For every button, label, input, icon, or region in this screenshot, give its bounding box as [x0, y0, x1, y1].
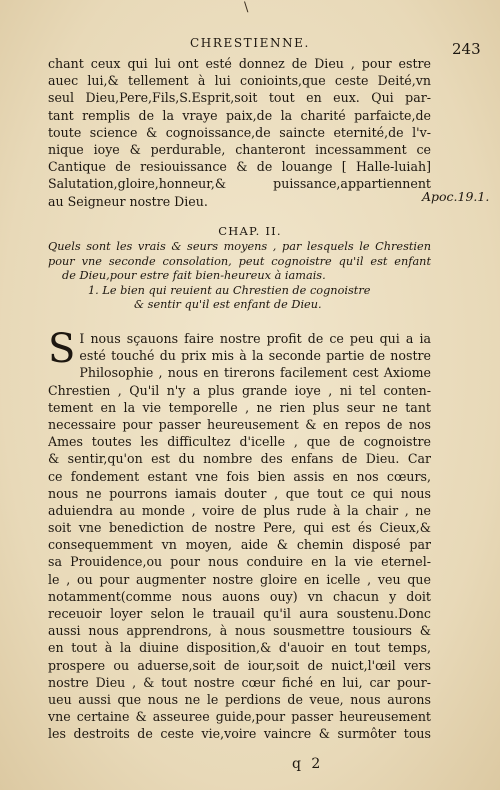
section-heading-line: 1. Le bien qui reuient au Chrestien de cognoistre [88, 283, 371, 297]
summary-line: de Dieu,pour estre fait bien-heureux à iamais. [62, 269, 326, 283]
summary-line: Quels sont les vrais & seurs moyens , par lesquels le Chrestien [48, 240, 431, 253]
text-line: nique ioye & perdurable, chanteront incessamment ce [48, 141, 431, 157]
summary-line: pour vne seconde consolation, peut cognoistre qu'il est enfant [48, 254, 431, 268]
text-line: tement en la vie temporelle , ne rien plus seur ne tant [48, 399, 431, 415]
body-paragraph [48, 326, 431, 743]
text-line: consequemment vn moyen, aide & chemin disposé par [48, 537, 431, 553]
text-line: sa Prouidence,ou pour nous conduire en la vie eternel- [48, 554, 431, 570]
text-line: notamment(comme nous auons ouy) vn chacun y doit [48, 588, 431, 604]
chapter-summary [48, 240, 431, 313]
text-line: Chrestien , Qu'il n'y a plus grande ioye , ni tel conten- [48, 382, 431, 398]
text-line: en tout à la diuine disposition,& d'auoir en tout temps, [48, 640, 431, 656]
page-number: 243 [452, 40, 481, 58]
text-line: Ames toutes les difficultez d'icelle , que de cognoistre [48, 434, 431, 450]
margin-note: Apoc.19.1. [422, 189, 490, 204]
drop-cap: S [48, 326, 76, 372]
text-line: au Seigneur nostre Dieu. [48, 193, 208, 209]
text-line: chant ceux qui lui ont esté donnez de Dieu , pour estre [48, 56, 431, 71]
text-line: Philosophie , nous en tirerons facilement cest Axiome [79, 365, 431, 381]
text-line: soit vne benediction de nostre Pere, qui est és Cieux,& [48, 520, 431, 536]
signature-mark: q 2 [292, 756, 324, 772]
text-line: necessaire pour passer heureusement & en repos de nos [48, 416, 431, 432]
text-line: receuoir loyer selon le trauail qu'il aura soustenu.Donc [48, 606, 431, 621]
top-mark: \ [244, 0, 249, 15]
text-line: nostre Dieu , & tout nostre cœur fiché en lui, car pour- [48, 674, 431, 690]
section-heading-line: & sentir qu'il est enfant de Dieu. [134, 298, 322, 312]
text-line: I nous sçauons faire nostre profit de ce peu qui a ia [79, 331, 431, 346]
text-line: le , ou pour augmenter nostre gloire en icelle , veu que [48, 571, 431, 587]
text-line: prospere ou aduerse,soit de iour,soit de nuict,l'œil vers [48, 657, 431, 673]
text-line: auec lui,& tellement à lui conioints,que ceste Deité,vn [48, 73, 431, 89]
text-line: nous ne pourrons iamais douter , que tout ce qui nous [48, 485, 431, 501]
chapter-heading: CHAP. II. [218, 224, 282, 238]
text-line: ueu aussi que nous ne le perdions de veue, nous aurons [48, 691, 431, 707]
text-line: toute science & cognoissance,de saincte eternité,de l'v- [48, 124, 431, 140]
text-line: Cantique de resiouissance & de louange [ Halle-luiah] [48, 159, 431, 175]
text-line: seul Dieu,Pere,Fils,S.Esprit,soit tout en eux. Qui par- [48, 90, 431, 106]
text-line: vne certaine & asseuree guide,pour passer heureusement [48, 709, 431, 725]
text-line: les destroits de ceste vie,voire vaincre & surmôter tous [48, 726, 431, 742]
text-line: ce fondement estant vne fois bien assis en nos cœurs, [48, 468, 431, 484]
opening-paragraph [48, 55, 431, 210]
text-line: tant remplis de la vraye paix,de la charité parfaicte,de [48, 107, 431, 123]
text-line: Salutation,gloire,honneur,& puissance,appartiennent [48, 176, 431, 192]
text-line: aussi nous apprendrons, à nous sousmettre tousiours & [48, 623, 431, 639]
text-line: aduiendra au monde , voire de plus rude à la chair , ne [48, 502, 431, 518]
text-line: & sentir,qu'on est du nombre des enfans de Dieu. Car [48, 451, 431, 467]
running-head: CHRESTIENNE. [190, 36, 310, 50]
text-line: esté touché du prix mis à la seconde partie de nostre [79, 348, 431, 364]
